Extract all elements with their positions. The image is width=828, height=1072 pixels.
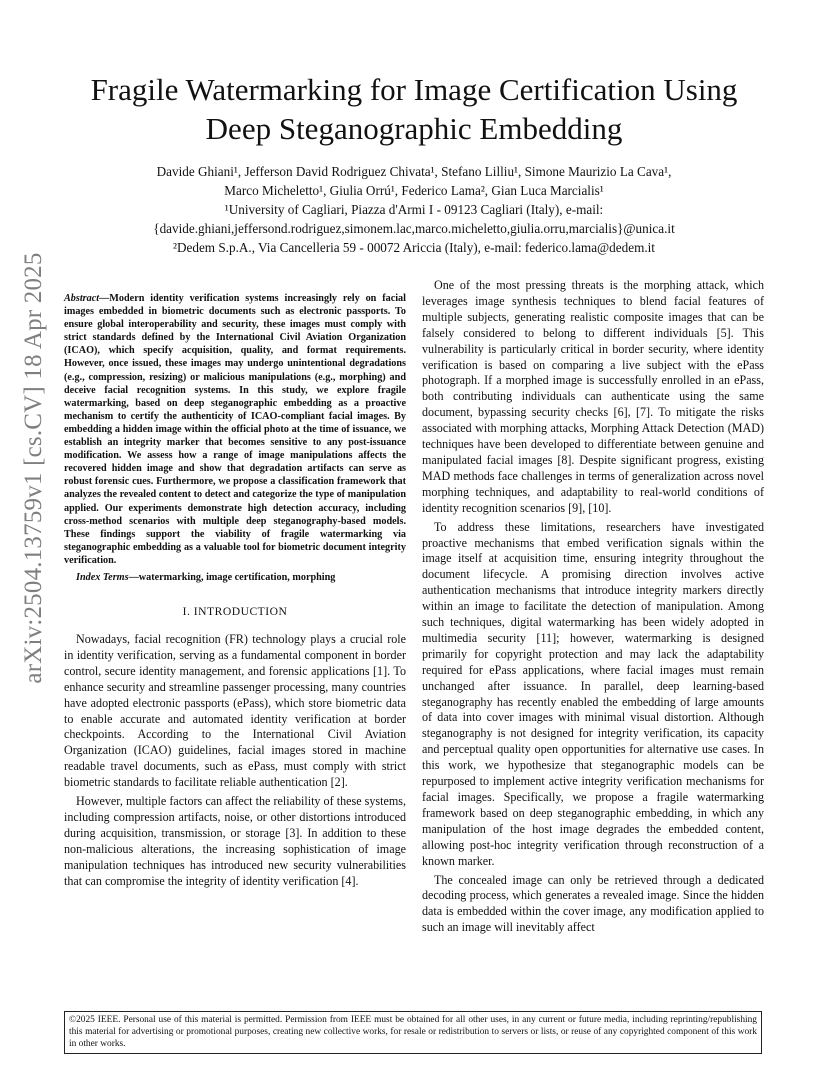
affiliation-line-2: ²Dedem S.p.A., Via Cancelleria 59 - 00072 Ariccia (Italy), e-mail: federico.lama@dedem.it [173,240,655,255]
author-block [80,162,748,257]
abstract-label: Abstract [64,293,100,304]
author-names-line-1: Davide Ghiani¹, Jefferson David Rodriguez Chivata¹, Stefano Lilliu¹, Simone Maurizio La Cava¹, [156,164,672,179]
index-terms-label: Index Terms [76,571,129,583]
abstract [64,292,406,567]
intro-paragraph: Nowadays, facial recognition (FR) technology plays a crucial role in identity verification, serving as a fundamental component in border control, secure identity management, and forensic applications [1]. To enhance security and streamline passenger processing, many countries have adopted electronic passports (ePass), which store biometric data to enable accurate and automated identity verification at border checkpoints. According to the International Civil Aviation Organization (ICAO) guidelines, facial images stored in machine readable travel documents, such as ePass, must comply with strict biometric standards to facilitate reliable authentication [2]. [64,631,406,790]
author-names-line-2: Marco Micheletto¹, Giulia Orrú¹, Federico Lama², Gian Luca Marcialis¹ [224,183,604,198]
intro-paragraph: However, multiple factors can affect the reliability of these systems, including compression artifacts, noise, or other distortions introduced during acquisition, transmission, or storage [3]. In addition to these non-malicious alterations, the increasing sophistication of image manipulation techniques has introduced new security vulnerabilities that can compromise the integrity of identity verification [4]. [64,794,406,888]
arxiv-side-stamp [18,252,50,684]
left-column [64,292,406,892]
index-terms [64,571,406,584]
body-paragraph: To address these limitations, researchers have investigated proactive mechanisms that embed verification signals within the image itself at acquisition time, ensuring integrity throughout the document lifecycle. A promising direction involves active authentication mechanisms that introduce integrity markers directly within an image to facilitate the detection of manipulation. Among such techniques, digital watermarking has been widely adopted in multimedia security [11]; however, watermarking is designed primarily for copyright protection and may lack the adaptability required for ePass applications, where facial images must remain unchanged after issuance. In parallel, deep learning-based steganography has recently enabled the embedding of large amounts of data into cover images with minimal visual distortion. Although steganography is not designed for integrity verification, its capacity and perceptual quality open opportunities for alternative use cases. In this work, we hypothesize that steganographic models can be repurposed to implement active integrity verification mechanisms for facial images. Specifically, we propose a fragile watermarking framework based on deep steganographic embedding, in which any manipulation of the host image degrades the embedded content, allowing post-hoc integrity verification through reconstruction of a known marker. [422,519,764,868]
index-terms-text: —watermarking, image certification, morphing [128,571,336,583]
abstract-text: —Modern identity verification systems increasingly rely on facial images embedded in biometric documents such as electronic passports. To ensure global interoperability and security, these images must comply with strict standards defined by the International Civil Aviation Organization (ICAO), which specify acquisition, quality, and format requirements. However, once issued, these images may undergo unintentional degradations (e.g., compression, resizing) or malicious manipulations (e.g., morphing) and deceive facial recognition systems. In this study, we explore fragile watermarking, based on deep steganographic embedding as a proactive mechanism to certify the authenticity of ICAO-compliant facial images. By embedding a hidden image within the official photo at the time of issuance, we establish an integrity marker that becomes sensitive to any post-issuance modification. We assess how a range of image manipulations affects the recovered hidden image and show that degradation artifacts can serve as robust forensic cues. Furthermore, we propose a classification framework that analyzes the revealed content to detect and categorize the type of manipulation applied. Our experiments demonstrate high detection accuracy, including cross-method scenarios with multiple deep steganography-based models. These findings support the viability of fragile watermarking via steganographic embedding as a valuable tool for biometric document integrity verification. [64,293,406,566]
paper-title: Fragile Watermarking for Image Certification Using Deep Steganographic Embedding [90,72,738,146]
copyright-notice: ©2025 IEEE. Personal use of this material is permitted. Permission from IEEE must be obtained for all other uses, in any current or future media, including reprinting/republishing this material for advertising or promotional purposes, creating new collective works, for resale or redistribution to servers or lists, or reuse of any copyrighted component of this work in other works. [64,1011,762,1054]
affiliation-line-1: ¹University of Cagliari, Piazza d'Armi I - 09123 Cagliari (Italy), e-mail: [224,202,604,217]
body-paragraph: The concealed image can only be retrieved through a dedicated decoding process, which generates a revealed image. Since the hidden data is embedded within the cover image, any modification applied to such an image will inevitably affect [422,872,764,935]
section-heading-introduction: I. INTRODUCTION [182,605,288,619]
right-column [422,278,764,939]
arxiv-identifier: arXiv:2504.13759v1 [cs.CV] 18 Apr 2025 [20,252,47,684]
body-paragraph: One of the most pressing threats is the morphing attack, which leverages image synthesis techniques to blend facial features of multiple subjects, generating realistic composite images that can be falsely considered to belong to different individuals [5]. This vulnerability is particularly critical in border security, where identity verification is based on comparing a live subject with the ePass photograph. If a morphed image is successfully enrolled in an ePass, both contributing individuals can authenticate using the same document, bypassing security checks [6], [7]. To mitigate the risks associated with morphing attacks, Morphing Attack Detection (MAD) techniques have been developed to differentiate between genuine and manipulated facial images [8]. Despite significant progress, existing MAD methods face challenges in terms of generalization across novel morphing techniques, and adaptability to real-world conditions of identity recognition scenarios [9], [10]. [422,278,764,515]
email-line-1: {davide.ghiani,jeffersond.rodriguez,simonem.lac,marco.micheletto,giulia.orru,marcialis}@unica.it [153,221,675,236]
